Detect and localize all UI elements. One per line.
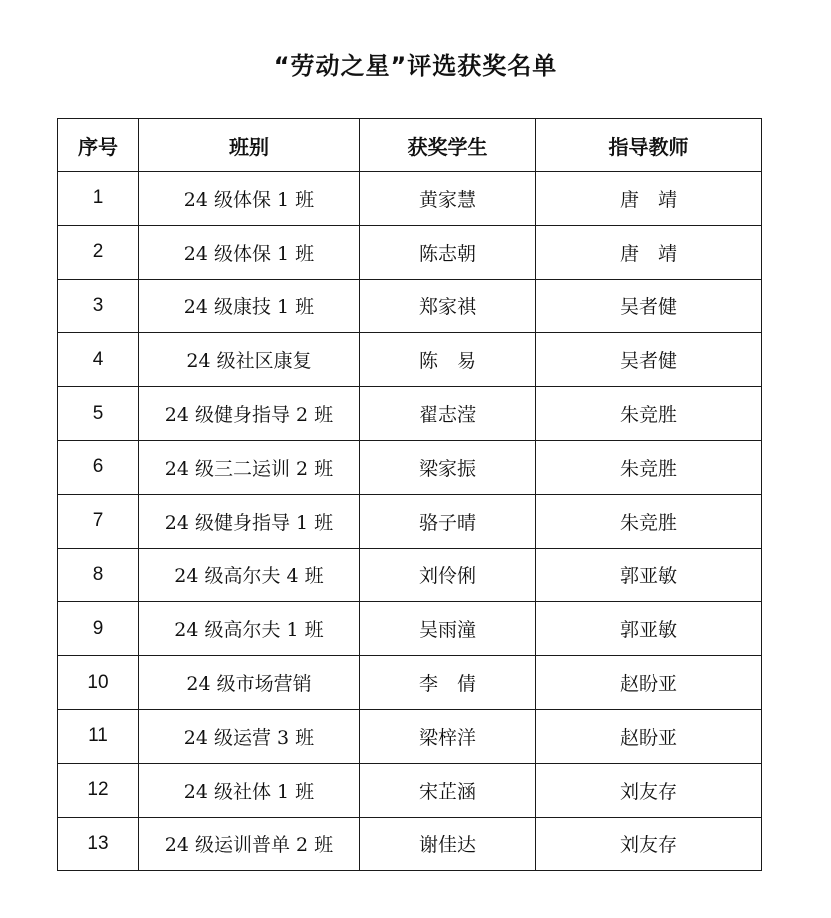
cell-class: 24 级体保 1 班	[139, 225, 360, 279]
cell-student: 陈志朝	[360, 225, 536, 279]
cell-student: 谢佳达	[360, 817, 536, 871]
header-number: 序号	[58, 119, 139, 172]
cell-student: 骆子晴	[360, 494, 536, 548]
cell-number: 10	[58, 656, 139, 710]
table-row	[58, 548, 762, 602]
table-row	[58, 656, 762, 710]
cell-teacher: 唐 靖	[536, 225, 762, 279]
cell-number: 13	[58, 817, 139, 871]
cell-number: 6	[58, 440, 139, 494]
table-row	[58, 279, 762, 333]
header-teacher: 指导教师	[536, 119, 762, 172]
header-row	[58, 119, 762, 172]
header-student: 获奖学生	[360, 119, 536, 172]
cell-teacher: 朱竞胜	[536, 494, 762, 548]
cell-class: 24 级社体 1 班	[139, 763, 360, 817]
cell-teacher: 朱竞胜	[536, 440, 762, 494]
table-row	[58, 225, 762, 279]
cell-teacher: 吴者健	[536, 279, 762, 333]
cell-student: 吴雨潼	[360, 602, 536, 656]
cell-teacher: 吴者健	[536, 333, 762, 387]
table-row	[58, 387, 762, 441]
cell-teacher: 刘友存	[536, 763, 762, 817]
table-row	[58, 333, 762, 387]
table-row	[58, 494, 762, 548]
cell-student: 梁家振	[360, 440, 536, 494]
cell-teacher: 唐 靖	[536, 172, 762, 226]
cell-teacher: 刘友存	[536, 817, 762, 871]
award-table	[57, 118, 762, 871]
cell-number: 5	[58, 387, 139, 441]
cell-student: 黄家慧	[360, 172, 536, 226]
cell-number: 8	[58, 548, 139, 602]
table-row	[58, 440, 762, 494]
cell-class: 24 级市场营销	[139, 656, 360, 710]
cell-class: 24 级运营 3 班	[139, 709, 360, 763]
cell-class: 24 级高尔夫 4 班	[139, 548, 360, 602]
cell-teacher: 朱竞胜	[536, 387, 762, 441]
cell-class: 24 级健身指导 2 班	[139, 387, 360, 441]
table-row	[58, 602, 762, 656]
table-row	[58, 817, 762, 871]
cell-class: 24 级康技 1 班	[139, 279, 360, 333]
cell-number: 1	[58, 172, 139, 226]
cell-class: 24 级三二运训 2 班	[139, 440, 360, 494]
cell-class: 24 级体保 1 班	[139, 172, 360, 226]
cell-student: 郑家祺	[360, 279, 536, 333]
cell-teacher: 郭亚敏	[536, 602, 762, 656]
cell-teacher: 赵盼亚	[536, 709, 762, 763]
cell-class: 24 级运训普单 2 班	[139, 817, 360, 871]
cell-student: 李 倩	[360, 656, 536, 710]
table-row	[58, 709, 762, 763]
cell-number: 3	[58, 279, 139, 333]
cell-teacher: 赵盼亚	[536, 656, 762, 710]
cell-student: 陈 易	[360, 333, 536, 387]
cell-number: 9	[58, 602, 139, 656]
header-class: 班别	[139, 119, 360, 172]
cell-number: 4	[58, 333, 139, 387]
cell-number: 7	[58, 494, 139, 548]
cell-student: 宋芷涵	[360, 763, 536, 817]
table-row	[58, 763, 762, 817]
cell-number: 2	[58, 225, 139, 279]
cell-class: 24 级健身指导 1 班	[139, 494, 360, 548]
cell-class: 24 级社区康复	[139, 333, 360, 387]
cell-class: 24 级高尔夫 1 班	[139, 602, 360, 656]
cell-student: 刘伶俐	[360, 548, 536, 602]
table-row	[58, 172, 762, 226]
table-body	[58, 172, 762, 871]
cell-student: 梁梓洋	[360, 709, 536, 763]
cell-student: 翟志滢	[360, 387, 536, 441]
page-title: “劳动之星”评选获奖名单	[273, 52, 558, 80]
cell-number: 12	[58, 763, 139, 817]
cell-number: 11	[58, 709, 139, 763]
cell-teacher: 郭亚敏	[536, 548, 762, 602]
